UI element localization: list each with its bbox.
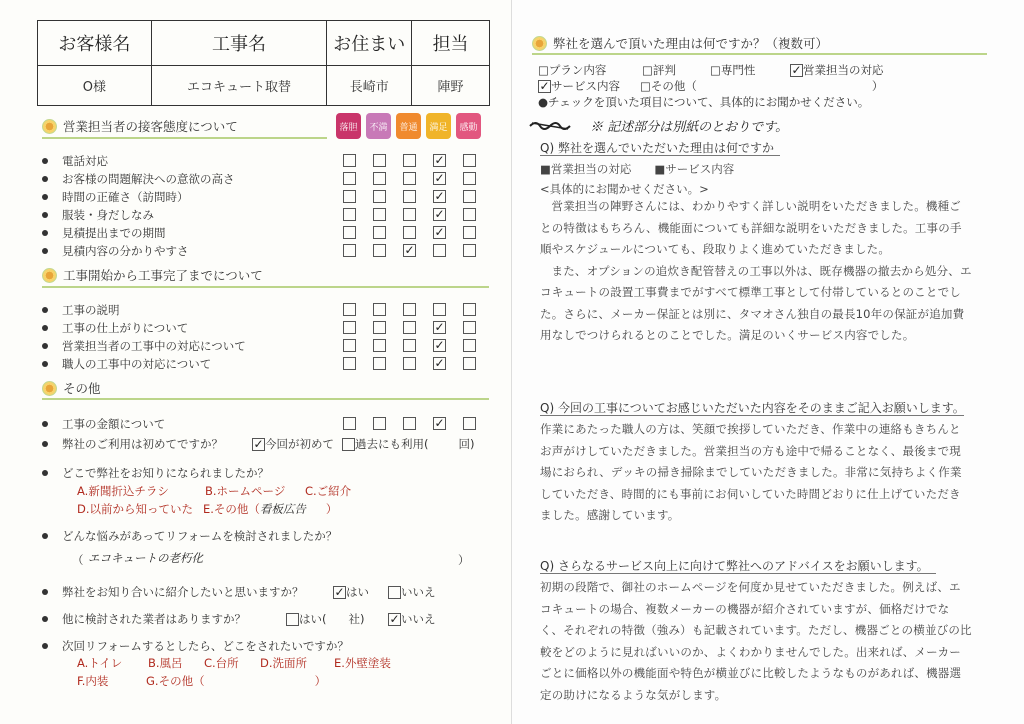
- reason-note: ●チェックを頂いた項目について、具体的にお聞かせください。: [538, 95, 870, 109]
- rating-headers: [336, 113, 481, 139]
- rating-checkbox[interactable]: ✓: [434, 356, 445, 370]
- other-vendor-yes[interactable]: はい( 社): [286, 611, 365, 627]
- reason-service-checkbox[interactable]: ✓: [539, 79, 550, 93]
- rating-checkbox[interactable]: [343, 244, 356, 257]
- rating-checkboxes: [343, 303, 476, 316]
- section-underline: [42, 137, 327, 139]
- rating-item-label: お客様の問題解決への意欲の高さ: [62, 172, 235, 186]
- how-option-a[interactable]: A.新聞折込チラシ: [77, 484, 169, 498]
- rating-header: 感動: [456, 113, 481, 139]
- rating-checkbox[interactable]: [463, 208, 476, 221]
- rating-checkbox[interactable]: ✓: [434, 416, 445, 430]
- rating-item: [42, 338, 246, 354]
- rating-checkbox[interactable]: [343, 226, 356, 239]
- reason-expert[interactable]: □専門性: [710, 63, 756, 77]
- rating-checkbox[interactable]: ✓: [434, 320, 445, 334]
- customer-name: O様: [38, 66, 152, 106]
- rating-checkbox[interactable]: [463, 244, 476, 257]
- rating-item: [42, 243, 189, 259]
- rating-checkbox[interactable]: [403, 172, 416, 185]
- next-option-b[interactable]: B.風呂: [148, 656, 183, 670]
- rating-checkbox[interactable]: [463, 417, 476, 430]
- rating-checkbox[interactable]: [403, 154, 416, 167]
- rating-checkbox[interactable]: [403, 417, 416, 430]
- rating-item-label: 見積内容の分かりやすさ: [62, 244, 189, 258]
- section-underline: [42, 398, 489, 400]
- rating-checkbox[interactable]: [463, 226, 476, 239]
- rating-checkbox[interactable]: [373, 417, 386, 430]
- other-vendor-yes-checkbox[interactable]: [286, 613, 299, 626]
- section-title-construction: 工事開始から工事完了までについて: [42, 266, 263, 284]
- first-use-checkbox[interactable]: ✓: [253, 437, 264, 451]
- rating-checkbox[interactable]: [433, 244, 446, 257]
- rating-checkboxes: [343, 154, 476, 167]
- first-use-option-past[interactable]: 過去にも利用( 回): [342, 436, 475, 452]
- question-first-use: 弊社のご利用は初めてですか？: [42, 436, 223, 452]
- rating-item: [42, 302, 120, 318]
- rating-item: [42, 207, 154, 223]
- rating-checkbox[interactable]: [403, 226, 416, 239]
- question-other-vendor: 他に検討された業者はありますか？: [42, 611, 246, 627]
- rating-checkbox[interactable]: [403, 339, 416, 352]
- rating-checkbox[interactable]: ✓: [434, 207, 445, 221]
- header-work-label: 工事名: [151, 21, 327, 66]
- reason-sales-checkbox[interactable]: ✓: [791, 63, 802, 77]
- rating-item-label: 営業担当者の工事中の対応について: [62, 339, 246, 353]
- rating-item-label: 職人の工事中の対応について: [62, 357, 212, 371]
- rating-item: [42, 189, 189, 205]
- q3-answer: 初期の段階で、御社のホームページを何度か見せていただきました。例えば、エコキュートの場合、複数メーカーの機器が紹介されていますが、価格だけでなく、それぞれの特徴（強み）も記載されています。ただし、機器ごとの横並びの比較をどのように見ればいいのか、よくわかりませんでした。出来れば、メーカーごとに価格以外の機能面や特色が横並びに比較したようなものがあれば、機器選定の助けになるような気がします。: [540, 580, 972, 702]
- how-option-d[interactable]: D.以前から知っていた: [77, 502, 194, 516]
- rating-header: 落胆: [336, 113, 361, 139]
- rating-checkbox[interactable]: ✓: [434, 153, 445, 167]
- other-vendor-no[interactable]: ✓いいえ: [389, 612, 436, 626]
- trouble-handwritten-answer: エコキュートの老朽化: [88, 551, 203, 565]
- how-option-e[interactable]: E.その他（看板広告 ）: [203, 502, 338, 516]
- rating-checkbox[interactable]: [373, 154, 386, 167]
- rating-item: [42, 171, 235, 187]
- question-introduce: 弊社をお知り合いに紹介したいと思いますか？: [42, 584, 304, 600]
- rating-checkbox[interactable]: ✓: [434, 189, 445, 203]
- rating-checkbox[interactable]: [373, 339, 386, 352]
- rating-checkbox[interactable]: [343, 339, 356, 352]
- reason-other[interactable]: □その他（ ）: [640, 79, 884, 93]
- flower-icon: [42, 268, 57, 283]
- q1-answer: [540, 196, 972, 347]
- handwritten-note: ※ 記述部分は別紙のとおりです。: [590, 120, 789, 135]
- rating-checkbox[interactable]: [343, 154, 356, 167]
- reason-review[interactable]: □評判: [642, 63, 676, 77]
- rating-checkboxes: [343, 339, 476, 352]
- rating-checkboxes: [343, 357, 476, 370]
- q1-title: Q) 弊社を選んでいただいた理由は何ですか: [540, 141, 774, 155]
- first-use-option-first[interactable]: ✓今回が初めて: [253, 437, 334, 451]
- rating-checkbox[interactable]: [343, 321, 356, 334]
- flower-icon: [42, 381, 57, 396]
- q1-paragraph-2: また、オプションの追炊き配管替えの工事以外は、既存機器の撤去から処分、エコキュートの設置工事費までがすべて標準工事として付帯しているとのことでした。さらに、メーカー保証とは別に、タマオさん独自の最長10年の保証が追加費用なしでつけられるとのことでした。満足のいくサービス内容でした。: [540, 263, 972, 342]
- staff-name: 陣野: [412, 66, 490, 106]
- customer-header-table: [37, 20, 490, 106]
- rating-checkboxes: [343, 244, 476, 257]
- section-title-attitude: 営業担当者の接客態度について: [42, 117, 238, 135]
- question-how-known: どこで弊社をお知りになられましたか？: [42, 465, 269, 481]
- rating-checkbox[interactable]: [403, 303, 416, 316]
- q2-answer: 作業にあたった職人の方は、笑顔で挨拶していただき、作業中の連絡もきちんとお声がけしていただきました。営業担当の方も途中で帰ることなく、最後まで現場におられ、デッキの掃き掃除までしていただきました。非常に気持ちよく作業していただき、時間的にも事前にお伺いしていた時間どおりに仕上げていただきました。感謝しています。: [540, 422, 962, 522]
- rating-checkbox[interactable]: [463, 303, 476, 316]
- rating-checkbox[interactable]: [403, 190, 416, 203]
- rating-item: [42, 416, 165, 432]
- next-option-e[interactable]: E.外壁塗装: [334, 656, 391, 670]
- q2-title: Q) 今回の工事についてお感じいただいた内容をそのままご記入お願いします。: [540, 401, 965, 415]
- rating-checkbox[interactable]: [373, 190, 386, 203]
- q1-detail-label: <具体的にお聞かせください。>: [540, 182, 709, 196]
- introduce-yes-checkbox[interactable]: ✓: [334, 585, 345, 599]
- header-staff-label: 担当: [412, 21, 490, 66]
- rating-checkbox[interactable]: [343, 190, 356, 203]
- reason-service[interactable]: ✓サービス内容: [539, 79, 620, 93]
- area-name: 長崎市: [327, 66, 412, 106]
- header-customer-label: お客様名: [38, 21, 152, 66]
- rating-checkboxes: [343, 321, 476, 334]
- next-option-d[interactable]: D.洗面所: [260, 656, 308, 670]
- rating-checkbox[interactable]: [343, 303, 356, 316]
- rating-checkbox[interactable]: ✓: [434, 338, 445, 352]
- rating-checkbox[interactable]: [373, 172, 386, 185]
- rating-checkbox[interactable]: [403, 208, 416, 221]
- rating-item-label: 服装・身だしなみ: [62, 208, 154, 222]
- rating-checkbox[interactable]: [373, 208, 386, 221]
- q1-tags: ■営業担当の対応 ■サービス内容: [540, 162, 735, 176]
- reason-sales[interactable]: ✓営業担当の対応: [791, 63, 884, 77]
- scribble-icon: [528, 118, 572, 132]
- section-title-other: その他: [42, 379, 101, 397]
- rating-checkboxes: [343, 417, 476, 430]
- rating-item-label: 電話対応: [62, 154, 108, 168]
- how-option-b[interactable]: B.ホームページ: [205, 484, 286, 498]
- q3-title: Q) さらなるサービス向上に向けて弊社へのアドバイスをお願いします。: [540, 559, 929, 573]
- rating-item: [42, 320, 188, 336]
- rating-checkbox[interactable]: [373, 226, 386, 239]
- rating-checkboxes: [343, 172, 476, 185]
- rating-checkboxes: [343, 226, 476, 239]
- rating-item-label: 工事の仕上がりについて: [62, 321, 189, 335]
- rating-checkbox[interactable]: [433, 303, 446, 316]
- rating-checkboxes: [343, 208, 476, 221]
- past-use-checkbox[interactable]: [342, 438, 355, 451]
- rating-checkbox[interactable]: [463, 357, 476, 370]
- rating-item-label: 時間の正確さ（訪問時）: [62, 190, 189, 204]
- how-option-c[interactable]: C.ご紹介: [305, 484, 352, 498]
- introduce-no[interactable]: いいえ: [388, 584, 436, 600]
- rating-checkboxes: [343, 190, 476, 203]
- how-other-handwritten: 看板広告: [259, 502, 306, 516]
- rating-checkbox[interactable]: [403, 321, 416, 334]
- next-option-c[interactable]: C.台所: [204, 656, 239, 670]
- flower-icon: [532, 36, 547, 51]
- rating-checkbox[interactable]: [403, 357, 416, 370]
- question-trouble: どんな悩みがあってリフォームを検討されましたか？: [42, 528, 337, 544]
- flower-icon: [42, 119, 57, 134]
- introduce-yes[interactable]: ✓はい: [334, 585, 369, 599]
- reason-plan[interactable]: □プラン内容: [538, 63, 607, 77]
- work-name: エコキュート取替: [151, 66, 327, 106]
- q1-paragraph-1: 営業担当の陣野さんには、わかりやすく詳しい説明をいただきました。機種ごとの特徴はもちろん、機能面についても詳細な説明をいただきました。工事の手順やスケジュールについても、段取りよく進めていただきました。: [540, 199, 962, 256]
- rating-checkbox[interactable]: ✓: [434, 171, 445, 185]
- question-next-reform: 次回リフォームするとしたら、どこをされたいですか？: [42, 638, 349, 654]
- rating-header: 普通: [396, 113, 421, 139]
- rating-checkbox[interactable]: [343, 417, 356, 430]
- rating-item-label: 工事の説明: [62, 303, 120, 317]
- header-area-label: お住まい: [327, 21, 412, 66]
- rating-checkbox[interactable]: [373, 303, 386, 316]
- section-underline: [532, 53, 987, 55]
- rating-header: 不満: [366, 113, 391, 139]
- rating-checkbox[interactable]: [373, 244, 386, 257]
- rating-checkbox[interactable]: [463, 172, 476, 185]
- next-option-f[interactable]: F.内装: [77, 674, 109, 688]
- rating-checkbox[interactable]: [373, 321, 386, 334]
- rating-checkbox[interactable]: [373, 357, 386, 370]
- reason-question: 弊社を選んで頂いた理由は何ですか？（複数可）: [532, 34, 828, 52]
- introduce-no-checkbox[interactable]: [388, 586, 401, 599]
- rating-checkbox[interactable]: [463, 339, 476, 352]
- rating-checkbox[interactable]: [463, 154, 476, 167]
- rating-checkbox[interactable]: ✓: [404, 243, 415, 257]
- rating-checkbox[interactable]: [463, 321, 476, 334]
- rating-item-label: 工事の金額について: [62, 417, 166, 431]
- rating-checkbox[interactable]: [343, 208, 356, 221]
- next-option-g[interactable]: G.その他（ ）: [146, 674, 327, 688]
- rating-item: [42, 153, 108, 169]
- next-option-a[interactable]: A.トイレ: [77, 656, 123, 670]
- rating-item: [42, 225, 166, 241]
- rating-checkbox[interactable]: [343, 172, 356, 185]
- rating-checkbox[interactable]: [343, 357, 356, 370]
- other-vendor-no-checkbox[interactable]: ✓: [389, 612, 400, 626]
- rating-header: 満足: [426, 113, 451, 139]
- rating-checkbox[interactable]: ✓: [434, 225, 445, 239]
- section-underline: [42, 286, 489, 288]
- rating-item-label: 見積提出までの期間: [62, 226, 166, 240]
- rating-item: [42, 356, 211, 372]
- rating-checkbox[interactable]: [463, 190, 476, 203]
